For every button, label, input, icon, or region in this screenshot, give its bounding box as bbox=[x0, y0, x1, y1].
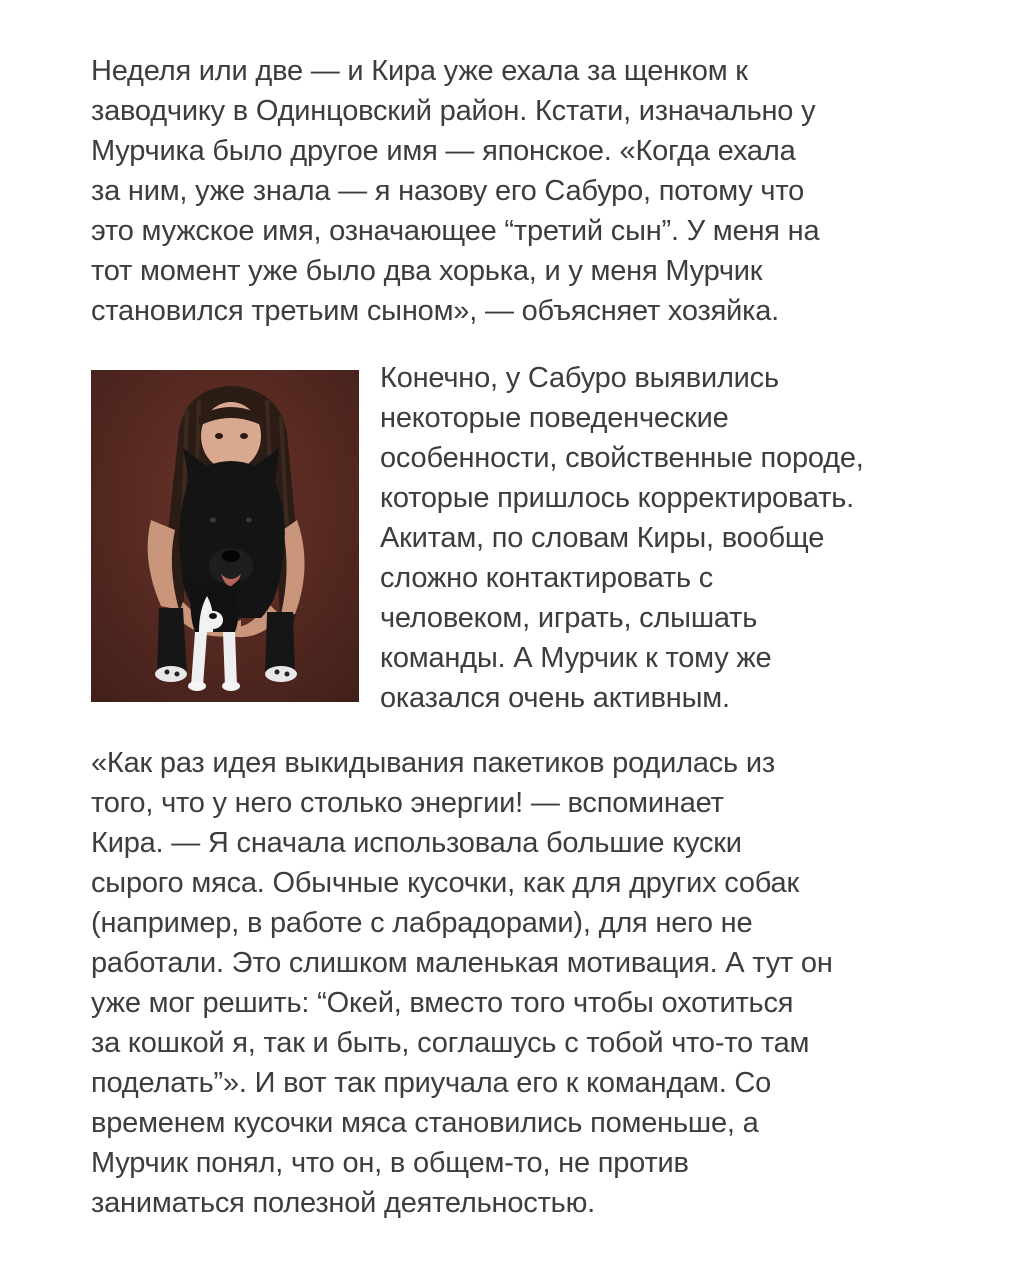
text-line: уже мог решить: “Окей, вместо того чтобы охотиться bbox=[91, 987, 794, 1019]
text-line: временем кусочки мяса становились поменьше, а bbox=[91, 1107, 759, 1139]
text-line: особенности, свойственные породе, bbox=[380, 442, 864, 474]
text-line: заниматься полезной деятельностью. bbox=[91, 1187, 595, 1219]
text-line: Неделя или две — и Кира уже ехала за щенком к bbox=[91, 55, 748, 87]
text-line: сложно контактировать с bbox=[380, 562, 714, 594]
text-line: того, что у него столько энергии! — вспоминает bbox=[91, 787, 724, 819]
paragraph-behavior bbox=[380, 358, 864, 718]
text-line: Акитам, по словам Киры, вообще bbox=[380, 522, 825, 554]
text-line: заводчику в Одинцовский район. Кстати, изначально у bbox=[91, 95, 816, 127]
paragraph-quote bbox=[91, 743, 833, 1223]
text-line: оказался очень активным. bbox=[380, 682, 730, 714]
text-line: это мужское имя, означающее “третий сын”. У меня на bbox=[91, 215, 820, 247]
text-line: работали. Это слишком маленькая мотивация. А тут он bbox=[91, 947, 833, 979]
text-line: Кира. — Я сначала использовала большие куски bbox=[91, 827, 742, 859]
text-line: которые пришлось корректировать. bbox=[380, 482, 854, 514]
text-line: тот момент уже было два хорька, и у меня Мурчик bbox=[91, 255, 763, 287]
text-line: становился третьим сыном», — объясняет хозяйка. bbox=[91, 295, 780, 327]
text-line: Мурчик понял, что он, в общем-то, не против bbox=[91, 1147, 689, 1179]
text-line: «Как раз идея выкидывания пакетиков родилась из bbox=[91, 747, 775, 779]
text-line: человеком, играть, слышать bbox=[380, 602, 758, 634]
text-line: Конечно, у Сабуро выявились bbox=[380, 362, 779, 394]
photo-woman-with-dogs bbox=[91, 370, 359, 702]
text-line: за ним, уже знала — я назову его Сабуро, потому что bbox=[91, 175, 805, 207]
text-line: команды. А Мурчик к тому же bbox=[380, 642, 772, 674]
text-line: некоторые поведенческие bbox=[380, 402, 729, 434]
text-line: (например, в работе с лабрадорами), для него не bbox=[91, 907, 753, 939]
text-line: Мурчика было другое имя — японское. «Когда ехала bbox=[91, 135, 796, 167]
text-line: поделать”». И вот так приучала его к командам. Со bbox=[91, 1067, 772, 1099]
text-line: за кошкой я, так и быть, соглашусь с тобой что-то там bbox=[91, 1027, 810, 1059]
text-line: сырого мяса. Обычные кусочки, как для других собак bbox=[91, 867, 799, 899]
paragraph-intro bbox=[91, 51, 819, 331]
